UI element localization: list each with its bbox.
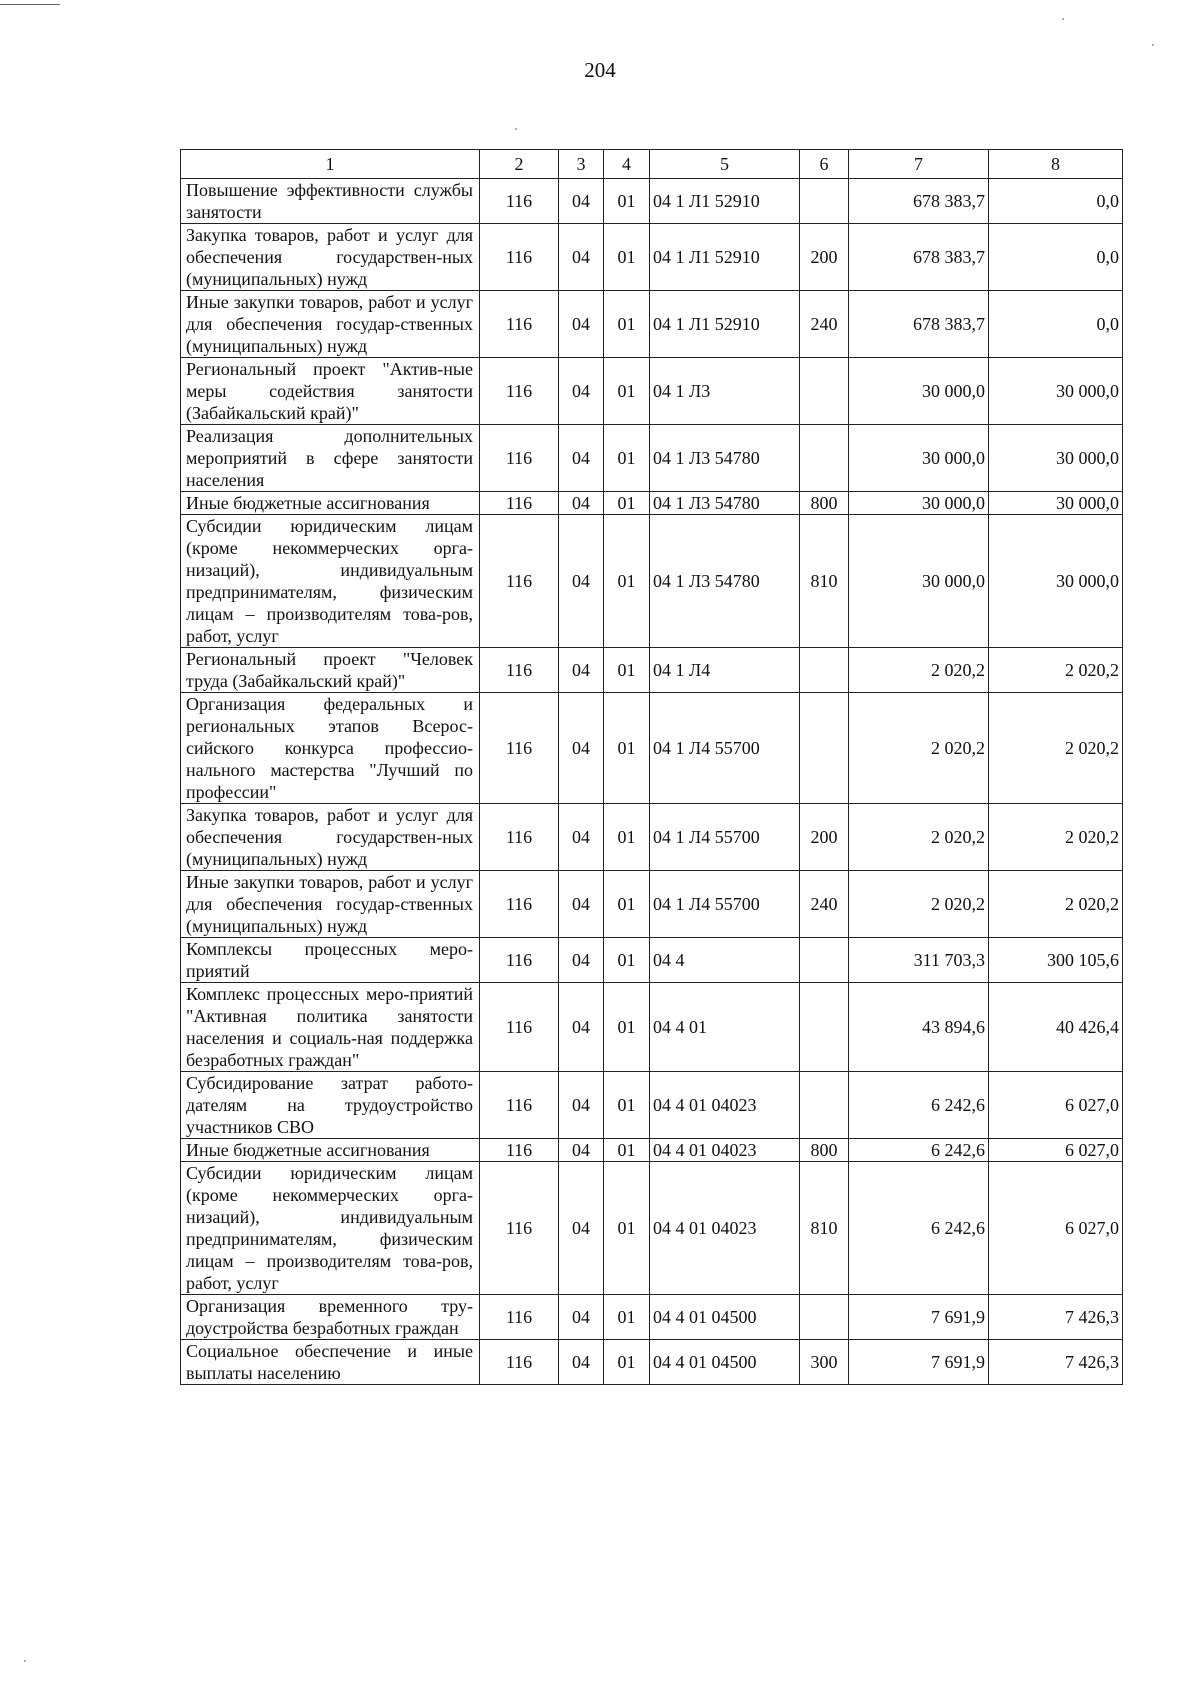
table-row [181,1295,1123,1340]
table-row [181,425,1123,492]
cell-col5: 04 1 Л1 52910 [650,291,800,358]
cell-name: Комплексы процессных меро-приятий [181,938,480,983]
cell-col8: 6 027,0 [989,1162,1123,1295]
table-row [181,938,1123,983]
cell-col2: 116 [480,1340,559,1385]
cell-col6 [800,1295,849,1340]
cell-col8: 2 020,2 [989,871,1123,938]
cell-col3: 04 [559,179,604,224]
cell-col5: 04 1 Л4 55700 [650,804,800,871]
budget-table [180,149,1123,1385]
cell-col6: 200 [800,224,849,291]
cell-col4: 01 [604,648,650,693]
cell-col2: 116 [480,224,559,291]
cell-col8: 30 000,0 [989,358,1123,425]
cell-name: Субсидии юридическим лицам (кроме некоммерческих орга-низаций), индивидуальным предпринимателям, физическим лицам – производителям това-ров, работ, услуг [181,1162,480,1295]
cell-col5: 04 1 Л4 55700 [650,693,800,804]
cell-col3: 04 [559,224,604,291]
cell-col5: 04 1 Л1 52910 [650,224,800,291]
cell-col5: 04 4 01 04023 [650,1162,800,1295]
cell-col8: 0,0 [989,179,1123,224]
scan-speck [24,1660,26,1662]
cell-col6: 200 [800,804,849,871]
table-row [181,648,1123,693]
cell-col2: 116 [480,938,559,983]
cell-col6 [800,358,849,425]
scan-edge-line [0,4,60,5]
cell-col6 [800,648,849,693]
cell-name: Реализация дополнительных мероприятий в сфере занятости населения [181,425,480,492]
cell-col2: 116 [480,515,559,648]
cell-col3: 04 [559,871,604,938]
cell-col8: 2 020,2 [989,804,1123,871]
scan-speck [515,128,517,130]
cell-col8: 0,0 [989,224,1123,291]
cell-name: Иные бюджетные ассигнования [181,492,480,515]
table-row [181,1072,1123,1139]
cell-col6 [800,693,849,804]
cell-col5: 04 4 01 04500 [650,1340,800,1385]
cell-col2: 116 [480,1139,559,1162]
cell-col6 [800,425,849,492]
cell-col6: 240 [800,871,849,938]
cell-col3: 04 [559,515,604,648]
cell-col2: 116 [480,871,559,938]
column-header: 1 [181,150,480,179]
header-row [181,150,1123,179]
cell-col6 [800,938,849,983]
cell-col7: 311 703,3 [849,938,989,983]
cell-col5: 04 1 Л1 52910 [650,179,800,224]
cell-name: Иные закупки товаров, работ и услуг для обеспечения государ-ственных (муниципальных) нужд [181,291,480,358]
scan-speck [1152,44,1154,46]
cell-col5: 04 4 [650,938,800,983]
cell-col5: 04 1 Л3 [650,358,800,425]
cell-col5: 04 4 01 [650,983,800,1072]
cell-col4: 01 [604,804,650,871]
table-row [181,804,1123,871]
cell-col4: 01 [604,871,650,938]
cell-col3: 04 [559,425,604,492]
table-row [181,291,1123,358]
cell-name: Комплекс процессных меро-приятий "Активная политика занятости населения и социаль-ная поддержка безработных граждан" [181,983,480,1072]
cell-col8: 40 426,4 [989,983,1123,1072]
cell-col8: 2 020,2 [989,648,1123,693]
cell-name: Закупка товаров, работ и услуг для обеспечения государствен-ных (муниципальных) нужд [181,804,480,871]
cell-name: Субсидирование затрат работо-дателям на трудоустройство участников СВО [181,1072,480,1139]
cell-col2: 116 [480,492,559,515]
cell-name: Организация федеральных и региональных этапов Всерос-сийского конкурса профессио-нального мастерства "Лучший по профессии" [181,693,480,804]
cell-col3: 04 [559,1072,604,1139]
table-row [181,1139,1123,1162]
table-row [181,693,1123,804]
cell-col2: 116 [480,1295,559,1340]
cell-col7: 678 383,7 [849,179,989,224]
cell-col8: 30 000,0 [989,515,1123,648]
cell-col5: 04 4 01 04023 [650,1139,800,1162]
cell-col3: 04 [559,358,604,425]
cell-col2: 116 [480,693,559,804]
cell-col6 [800,179,849,224]
cell-col3: 04 [559,492,604,515]
column-header: 4 [604,150,650,179]
cell-col8: 2 020,2 [989,693,1123,804]
column-header: 6 [800,150,849,179]
cell-col2: 116 [480,648,559,693]
cell-col4: 01 [604,179,650,224]
table-row [181,1340,1123,1385]
cell-col3: 04 [559,648,604,693]
cell-col4: 01 [604,291,650,358]
cell-col3: 04 [559,693,604,804]
table-row [181,358,1123,425]
cell-name: Субсидии юридическим лицам (кроме некоммерческих орга-низаций), индивидуальным предпринимателям, физическим лицам – производителям това-ров, работ, услуг [181,515,480,648]
cell-col6 [800,1072,849,1139]
cell-col6: 800 [800,1139,849,1162]
cell-col8: 6 027,0 [989,1072,1123,1139]
table-row [181,179,1123,224]
cell-col6: 810 [800,1162,849,1295]
cell-col7: 678 383,7 [849,291,989,358]
cell-col7: 2 020,2 [849,871,989,938]
cell-col3: 04 [559,983,604,1072]
cell-col8: 0,0 [989,291,1123,358]
cell-col4: 01 [604,492,650,515]
table-row [181,983,1123,1072]
page-number: 204 [584,58,616,82]
cell-name: Региональный проект "Человек труда (Забайкальский край)" [181,648,480,693]
cell-col2: 116 [480,179,559,224]
cell-col7: 43 894,6 [849,983,989,1072]
cell-col2: 116 [480,804,559,871]
cell-col4: 01 [604,983,650,1072]
cell-col5: 04 1 Л3 54780 [650,492,800,515]
cell-col8: 7 426,3 [989,1340,1123,1385]
column-header: 7 [849,150,989,179]
cell-col7: 30 000,0 [849,425,989,492]
cell-name: Организация временного тру-доустройства безработных граждан [181,1295,480,1340]
cell-col3: 04 [559,1295,604,1340]
cell-col5: 04 4 01 04023 [650,1072,800,1139]
cell-col8: 7 426,3 [989,1295,1123,1340]
cell-col2: 116 [480,983,559,1072]
cell-col4: 01 [604,1295,650,1340]
cell-col5: 04 1 Л3 54780 [650,425,800,492]
cell-col6: 810 [800,515,849,648]
column-header: 5 [650,150,800,179]
cell-name: Региональный проект "Актив-ные меры содействия занятости (Забайкальский край)" [181,358,480,425]
cell-col7: 678 383,7 [849,224,989,291]
cell-col7: 6 242,6 [849,1072,989,1139]
table-row [181,515,1123,648]
cell-col2: 116 [480,1162,559,1295]
cell-col4: 01 [604,425,650,492]
column-header: 2 [480,150,559,179]
cell-col2: 116 [480,291,559,358]
cell-col7: 7 691,9 [849,1295,989,1340]
cell-col7: 30 000,0 [849,515,989,648]
column-header: 8 [989,150,1123,179]
cell-col4: 01 [604,938,650,983]
table-body [181,150,1123,1385]
cell-name: Иные бюджетные ассигнования [181,1139,480,1162]
table-row [181,492,1123,515]
cell-col4: 01 [604,224,650,291]
cell-col7: 2 020,2 [849,693,989,804]
cell-col7: 6 242,6 [849,1139,989,1162]
cell-col7: 2 020,2 [849,648,989,693]
cell-col8: 30 000,0 [989,492,1123,515]
cell-col7: 2 020,2 [849,804,989,871]
cell-name: Закупка товаров, работ и услуг для обеспечения государствен-ных (муниципальных) нужд [181,224,480,291]
cell-col3: 04 [559,291,604,358]
cell-col7: 30 000,0 [849,492,989,515]
cell-col4: 01 [604,1072,650,1139]
cell-name: Социальное обеспечение и иные выплаты населению [181,1340,480,1385]
cell-name: Повышение эффективности службы занятости [181,179,480,224]
cell-col6: 800 [800,492,849,515]
cell-col4: 01 [604,693,650,804]
cell-col2: 116 [480,358,559,425]
cell-col6 [800,983,849,1072]
cell-col7: 30 000,0 [849,358,989,425]
cell-col6: 240 [800,291,849,358]
cell-col3: 04 [559,1139,604,1162]
cell-col8: 30 000,0 [989,425,1123,492]
cell-name: Иные закупки товаров, работ и услуг для обеспечения государ-ственных (муниципальных) нужд [181,871,480,938]
cell-col5: 04 1 Л4 [650,648,800,693]
cell-col8: 300 105,6 [989,938,1123,983]
cell-col3: 04 [559,804,604,871]
cell-col4: 01 [604,358,650,425]
cell-col3: 04 [559,938,604,983]
cell-col2: 116 [480,1072,559,1139]
cell-col4: 01 [604,1162,650,1295]
cell-col4: 01 [604,515,650,648]
cell-col4: 01 [604,1340,650,1385]
cell-col3: 04 [559,1340,604,1385]
cell-col8: 6 027,0 [989,1139,1123,1162]
cell-col5: 04 1 Л3 54780 [650,515,800,648]
cell-col4: 01 [604,1139,650,1162]
cell-col5: 04 4 01 04500 [650,1295,800,1340]
cell-col7: 6 242,6 [849,1162,989,1295]
cell-col2: 116 [480,425,559,492]
cell-col7: 7 691,9 [849,1340,989,1385]
cell-col6: 300 [800,1340,849,1385]
scan-speck [1062,18,1064,20]
table-row [181,871,1123,938]
cell-col5: 04 1 Л4 55700 [650,871,800,938]
table-row [181,224,1123,291]
column-header: 3 [559,150,604,179]
table-row [181,1162,1123,1295]
cell-col3: 04 [559,1162,604,1295]
